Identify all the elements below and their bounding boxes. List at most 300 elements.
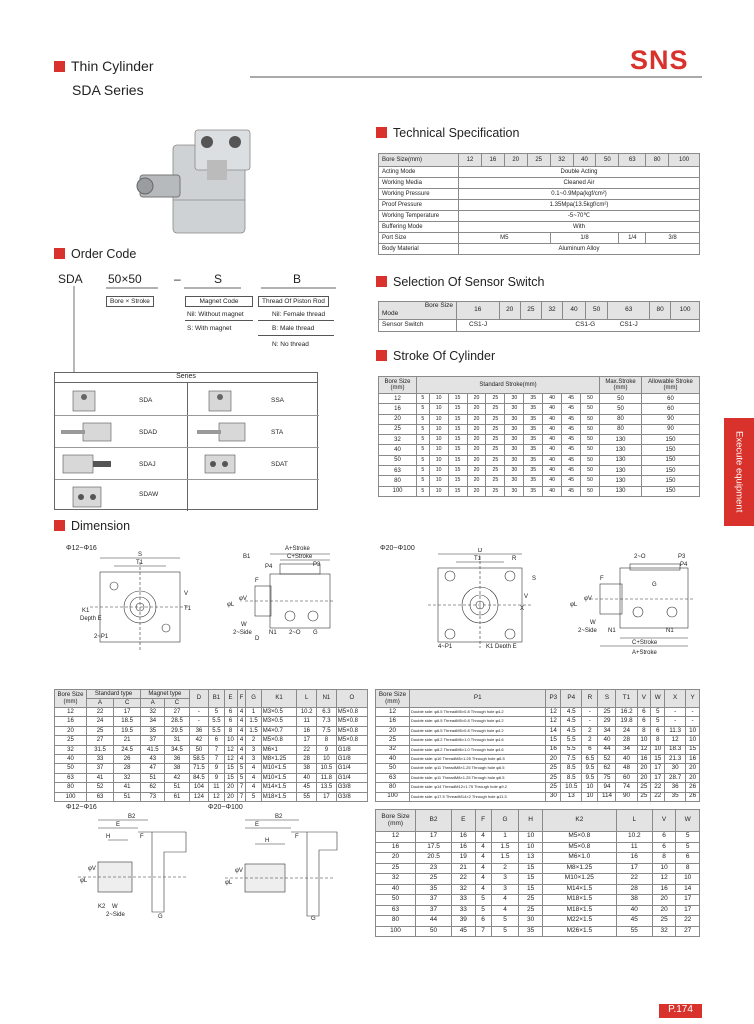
table-cell: 34 [616, 745, 637, 754]
divider [258, 320, 334, 321]
drawing-line [620, 568, 688, 628]
table-cell: 11.8 [317, 773, 337, 782]
table-header: 100 [669, 154, 700, 167]
table-row [55, 783, 368, 792]
table-cell: 17 [676, 905, 700, 916]
thread-option: Nil: Female thread [272, 311, 326, 318]
table-cell: 45 [562, 466, 581, 476]
drawing-label: F [295, 834, 299, 840]
table-cell: 32 [141, 708, 165, 717]
table-cell: 5 [417, 424, 430, 434]
table-cell: 50 [581, 476, 600, 486]
table-row [379, 233, 700, 244]
table-cell: 5 [417, 394, 430, 404]
table-cell: 30 [546, 792, 561, 801]
drawing-label: 2~Side [578, 628, 597, 634]
drawing-label: S [138, 552, 143, 558]
table-cell: 45 [562, 455, 581, 465]
table-cell: 130 [600, 466, 642, 476]
drawing-label: 2~O [289, 630, 301, 636]
table-cell: 14 [546, 726, 561, 735]
table-cell: 60 [642, 404, 700, 414]
table-cell: 25 [637, 792, 651, 801]
table-row [379, 211, 700, 222]
table-cell: 26 [114, 754, 141, 763]
bullet-square-icon [54, 61, 65, 72]
table-cell: 10 [652, 863, 676, 874]
table-row [379, 200, 700, 211]
table-cell: 90 [616, 792, 637, 801]
table-cell: 63 [87, 792, 114, 801]
table-cell: 3 [491, 884, 519, 895]
table-cell: 4 [475, 863, 491, 874]
table-row [376, 832, 700, 843]
table-row [376, 792, 700, 801]
table-header: F [237, 690, 246, 708]
table-cell: 2 [491, 863, 519, 874]
table-cell: 50 [581, 404, 600, 414]
table-header: W [651, 690, 665, 708]
table-cell: 4 [491, 905, 519, 916]
table-cell: 33 [87, 754, 114, 763]
table-cell: 19.5 [114, 726, 141, 735]
table-cell: 34 [598, 726, 616, 735]
table-cell: 34.5 [165, 745, 189, 754]
table-cell: 45 [562, 414, 581, 424]
table-cell: 63 [376, 773, 410, 782]
table-cell: 40 [297, 773, 317, 782]
drawing-label: C+Stroke [287, 554, 313, 560]
bore-range-label: Φ20~Φ100 [380, 545, 415, 552]
table-cell: 40 [543, 466, 562, 476]
table-cell: 10.2 [616, 832, 652, 843]
table-cell: 17 [317, 792, 337, 801]
table-cell: 30 [505, 404, 524, 414]
table-cell: 80 [600, 414, 642, 424]
table-cell: 20 [637, 764, 651, 773]
table-cell: 1.5 [491, 842, 519, 853]
table-cell: 4 [237, 754, 246, 763]
table-row [376, 773, 700, 782]
table-cell: 16 [686, 754, 700, 763]
table-cell: 8 [676, 863, 700, 874]
table-cell: 17.5 [416, 842, 452, 853]
thread-option: B: Male thread [272, 325, 315, 332]
table-cell: 71.5 [189, 764, 209, 773]
table-cell: 11 [616, 842, 652, 853]
drawing-label: P4 [265, 564, 273, 570]
table-cell: 11.3 [665, 726, 686, 735]
table-cell: 35 [141, 726, 165, 735]
table-cell: 12 [224, 745, 237, 754]
table-cell: 36 [189, 726, 209, 735]
table-cell: 20 [467, 486, 486, 496]
table-cell: 25 [486, 414, 505, 424]
table-cell: 5.5 [561, 736, 582, 745]
drawing-label: φL [80, 878, 88, 884]
table-cell: 60 [616, 773, 637, 782]
table-cell: 20 [379, 414, 417, 424]
table-cell: 16 [546, 745, 561, 754]
drawing-label: P3 [678, 554, 686, 560]
table-cell: 5 [475, 895, 491, 906]
table-cell: 35 [524, 394, 543, 404]
table-cell: 7 [475, 926, 491, 937]
table-cell: 30 [505, 476, 524, 486]
table-row [55, 745, 368, 754]
table-cell: 100 [379, 486, 417, 496]
table-cell: 21.3 [665, 754, 686, 763]
table-cell: 18.5 [114, 717, 141, 726]
magnet-option: Nil: Without magnet [187, 311, 244, 318]
series-label: SDAD [139, 429, 158, 436]
table-row [55, 754, 368, 763]
table-cell [499, 320, 563, 332]
table-cell: 10.2 [297, 708, 317, 717]
table-cell: 5 [491, 916, 519, 927]
header-rule [250, 76, 702, 78]
table-header: T1 [616, 690, 637, 708]
table-cell: 40 [543, 455, 562, 465]
table-cell: 13 [561, 792, 582, 801]
drawing-label: 4~P1 [438, 644, 453, 648]
table-cell: 25 [486, 424, 505, 434]
table-cell: 10 [429, 404, 448, 414]
table-cell: 37 [416, 905, 452, 916]
table-cell: 45 [562, 486, 581, 496]
table-row [379, 414, 700, 424]
table-cell: 25 [376, 736, 410, 745]
table-cell: 150 [642, 476, 700, 486]
table-cell: 50 [189, 745, 209, 754]
table-cell: 21 [114, 736, 141, 745]
drawing-label: T1 [474, 556, 482, 562]
table-cell: 6.5 [582, 754, 598, 763]
table-cell: 10 [429, 455, 448, 465]
table-cell: 52 [87, 783, 114, 792]
table-header: 20 [504, 154, 527, 167]
table-cell: 80 [600, 424, 642, 434]
table-cell: 17 [651, 764, 665, 773]
table-cell: 45 [562, 476, 581, 486]
table-cell: 8.5 [561, 773, 582, 782]
table-cell: 8 [317, 736, 337, 745]
table-cell: 28 [616, 736, 637, 745]
table-cell: 25 [376, 863, 416, 874]
table-cell: 9 [317, 745, 337, 754]
table-cell: - [665, 717, 686, 726]
table-row [376, 905, 700, 916]
series-label: SSA [271, 397, 285, 404]
drawing-label: F [600, 576, 604, 582]
table-row [379, 302, 700, 320]
drawing-label: φV [88, 866, 96, 872]
table-cell: CS1-G [563, 320, 608, 332]
table-cell: 6 [651, 726, 665, 735]
table-cell: 9.5 [582, 773, 598, 782]
table-cell: 28 [114, 764, 141, 773]
table-cell: 41 [87, 773, 114, 782]
table-cell: 25 [486, 404, 505, 414]
table-header: A [141, 699, 165, 708]
table-cell: 25 [519, 895, 543, 906]
dimension-table-left [54, 689, 368, 802]
series-ssa-image [205, 387, 235, 413]
drawing-front-small [80, 550, 210, 650]
table-cell: 32 [114, 773, 141, 782]
table-cell: 20 [467, 394, 486, 404]
table-cell: 27 [676, 926, 700, 937]
table-cell: 130 [600, 455, 642, 465]
table-cell: 20 [467, 424, 486, 434]
table-cell: 21 [452, 863, 476, 874]
table-cell: 40 [598, 736, 616, 745]
table-cell: 13 [519, 853, 543, 864]
category-title: Thin Cylinder [54, 58, 153, 74]
table-cell: 37 [87, 764, 114, 773]
table-cell: 5 [237, 764, 246, 773]
table-cell: 51 [141, 773, 165, 782]
table-cell: M14×1.5 [261, 783, 297, 792]
table-cell: 50 [581, 445, 600, 455]
table-cell: 12 [546, 708, 561, 717]
table-cell: 50 [581, 424, 600, 434]
drawing-label: D [478, 548, 483, 554]
table-cell: Proof Pressure [379, 200, 459, 211]
table-cell: 18.3 [665, 745, 686, 754]
drawing-label: N1 [608, 628, 616, 634]
table-cell: 35 [416, 884, 452, 895]
drawing-label: S [532, 576, 537, 582]
drawing-label: F [140, 834, 144, 840]
table-cell: 37 [141, 736, 165, 745]
table-cell: 19.8 [616, 717, 637, 726]
table-cell: 35 [524, 486, 543, 496]
table-cell: 4 [475, 884, 491, 895]
table-cell: 16 [616, 853, 652, 864]
table-cell: 17 [297, 736, 317, 745]
table-cell: G1/4 [336, 764, 367, 773]
bullet-square-icon [376, 127, 387, 138]
table-cell: 6 [652, 842, 676, 853]
table-cell: 30 [505, 486, 524, 496]
table-cell: 75 [598, 773, 616, 782]
table-cell: 25 [87, 726, 114, 735]
table-cell: Double side: φ8.2 ThreadM6×1.0 Through hole φ4.6 [410, 736, 546, 745]
table-cell: 17 [616, 863, 652, 874]
table-row [379, 435, 700, 445]
table-cell: 90 [642, 414, 700, 424]
table-cell: 15 [224, 764, 237, 773]
table-cell: 50 [600, 404, 642, 414]
table-cell: M22×1.5 [542, 916, 616, 927]
table-header: R [582, 690, 598, 708]
drawing-rod-small [68, 812, 198, 920]
table-header: D [189, 690, 209, 708]
table-cell: 15 [519, 863, 543, 874]
drawing-label: 2~P1 [94, 634, 109, 640]
table-cell: 20 [467, 455, 486, 465]
table-cell: 7.5 [317, 726, 337, 735]
table-cell: M5 [459, 233, 551, 244]
table-cell: 130 [600, 435, 642, 445]
table-cell: 35 [524, 476, 543, 486]
table-cell: 51 [165, 783, 189, 792]
table-row [376, 895, 700, 906]
drawing-label: φV [584, 596, 592, 602]
table-header: Bore Size(mm) [379, 154, 459, 167]
table-cell: 15 [686, 745, 700, 754]
table-cell: 7 [237, 783, 246, 792]
table-cell: 63 [376, 905, 416, 916]
table-row [55, 764, 368, 773]
table-cell: 4 [237, 726, 246, 735]
bore-range-label: Φ20~Φ100 [208, 804, 243, 811]
table-header: Y [686, 690, 700, 708]
table-cell: 60 [642, 394, 700, 404]
table-cell: 40 [543, 486, 562, 496]
table-cell: 6 [475, 916, 491, 927]
series-label: SDAJ [139, 461, 156, 468]
table-cell: 20 [467, 435, 486, 445]
page-number: P.174 [659, 1004, 702, 1018]
bullet-square-icon [376, 276, 387, 287]
table-cell: G1/8 [336, 745, 367, 754]
table-row [376, 926, 700, 937]
table-cell: 3 [491, 874, 519, 885]
table-row [379, 189, 700, 200]
table-cell: 5 [651, 708, 665, 717]
table-cell: 22 [651, 783, 665, 792]
drawing-label: W [112, 904, 118, 910]
drawing-label: K1 [82, 608, 90, 614]
drawing-label: D [255, 636, 260, 642]
table-row [379, 394, 700, 404]
table-cell: 10 [519, 842, 543, 853]
table-cell: 100 [376, 792, 410, 801]
drawing-label: T1 [184, 606, 192, 612]
table-row [379, 222, 700, 233]
sensor-switch-table [378, 301, 700, 332]
table-cell: Body Material [379, 244, 459, 255]
side-tab: Execute equipment [724, 418, 754, 526]
table-cell: 4.5 [561, 708, 582, 717]
table-row [376, 708, 700, 717]
table-cell: 25 [486, 486, 505, 496]
table-cell: 16 [297, 726, 317, 735]
table-cell: 22 [676, 916, 700, 927]
bullet-square-icon [376, 350, 387, 361]
table-cell: 35 [665, 792, 686, 801]
table-row [376, 884, 700, 895]
table-cell: 50 [581, 455, 600, 465]
table-cell: 41.5 [141, 745, 165, 754]
table-cell: - [582, 717, 598, 726]
table-cell: 5 [417, 455, 430, 465]
table-row [376, 916, 700, 927]
table-cell: 48 [616, 764, 637, 773]
table-cell: 35 [524, 435, 543, 445]
table-cell: 45 [452, 926, 476, 937]
table-cell: 62 [141, 783, 165, 792]
table-cell: 58.5 [189, 754, 209, 763]
table-row [376, 717, 700, 726]
table-cell: 40 [543, 435, 562, 445]
table-cell: 15 [519, 884, 543, 895]
table-cell: 5 [246, 792, 261, 801]
table-header: Magnet type [141, 690, 189, 699]
table-row [376, 853, 700, 864]
table-cell: 28 [616, 884, 652, 895]
table-cell [650, 320, 700, 332]
table-cell: M18×1.5 [261, 792, 297, 801]
table-cell: 15 [448, 414, 467, 424]
table-cell: 15 [546, 736, 561, 745]
table-cell: 6 [676, 853, 700, 864]
table-row [379, 455, 700, 465]
table-row [379, 154, 700, 167]
table-cell: 16 [376, 717, 410, 726]
table-cell: M14×1.5 [542, 884, 616, 895]
table-cell: 12 [546, 717, 561, 726]
drawing-label: G [158, 914, 163, 920]
table-cell: 50 [416, 926, 452, 937]
table-cell: 150 [642, 445, 700, 455]
drawing-label: P4 [680, 562, 688, 568]
table-cell: 35 [524, 445, 543, 455]
table-cell: 35 [524, 414, 543, 424]
table-cell: M3×0.5 [261, 708, 297, 717]
table-cell: 26 [686, 792, 700, 801]
table-header: 80 [646, 154, 669, 167]
table-cell: 4 [246, 773, 261, 782]
drawing-line [162, 624, 170, 632]
table-cell: 5 [417, 414, 430, 424]
table-cell: 17 [651, 773, 665, 782]
table-cell: 22 [452, 874, 476, 885]
table-cell: 20 [224, 783, 237, 792]
drawing-label: φL [227, 602, 235, 608]
table-cell: 15 [448, 445, 467, 455]
table-cell: Double side: φ10 ThreadM8×1.25 Through hole φ6.5 [410, 754, 546, 763]
section-technical-specification: Technical Specification [376, 126, 519, 140]
drawing-label: H [265, 838, 270, 844]
table-cell: M3×0.5 [261, 717, 297, 726]
table-cell: 4 [237, 717, 246, 726]
drawing-line [138, 832, 186, 912]
table-cell: 130 [600, 476, 642, 486]
table-cell: 4 [475, 853, 491, 864]
table-cell: 41 [114, 783, 141, 792]
table-row [376, 783, 700, 792]
table-cell: 94 [598, 783, 616, 792]
table-cell: 1/4 [619, 233, 646, 244]
table-row [379, 178, 700, 189]
table-cell: 20 [652, 905, 676, 916]
table-cell: 30 [505, 435, 524, 445]
table-cell: 4 [246, 764, 261, 773]
table-cell: 6 [637, 708, 651, 717]
table-cell: M6×1 [261, 745, 297, 754]
table-cell: Double side: φ11 ThreadM8×1.25 Through hole φ6.5 [410, 764, 546, 773]
table-header: C [165, 699, 189, 708]
section-sensor-switch: Selection Of Sensor Switch [376, 275, 544, 289]
table-cell: 37 [416, 895, 452, 906]
table-header: X [665, 690, 686, 708]
section-stroke: Stroke Of Cylinder [376, 349, 495, 363]
table-header: V [637, 690, 651, 708]
drawing-side-small [225, 544, 345, 649]
